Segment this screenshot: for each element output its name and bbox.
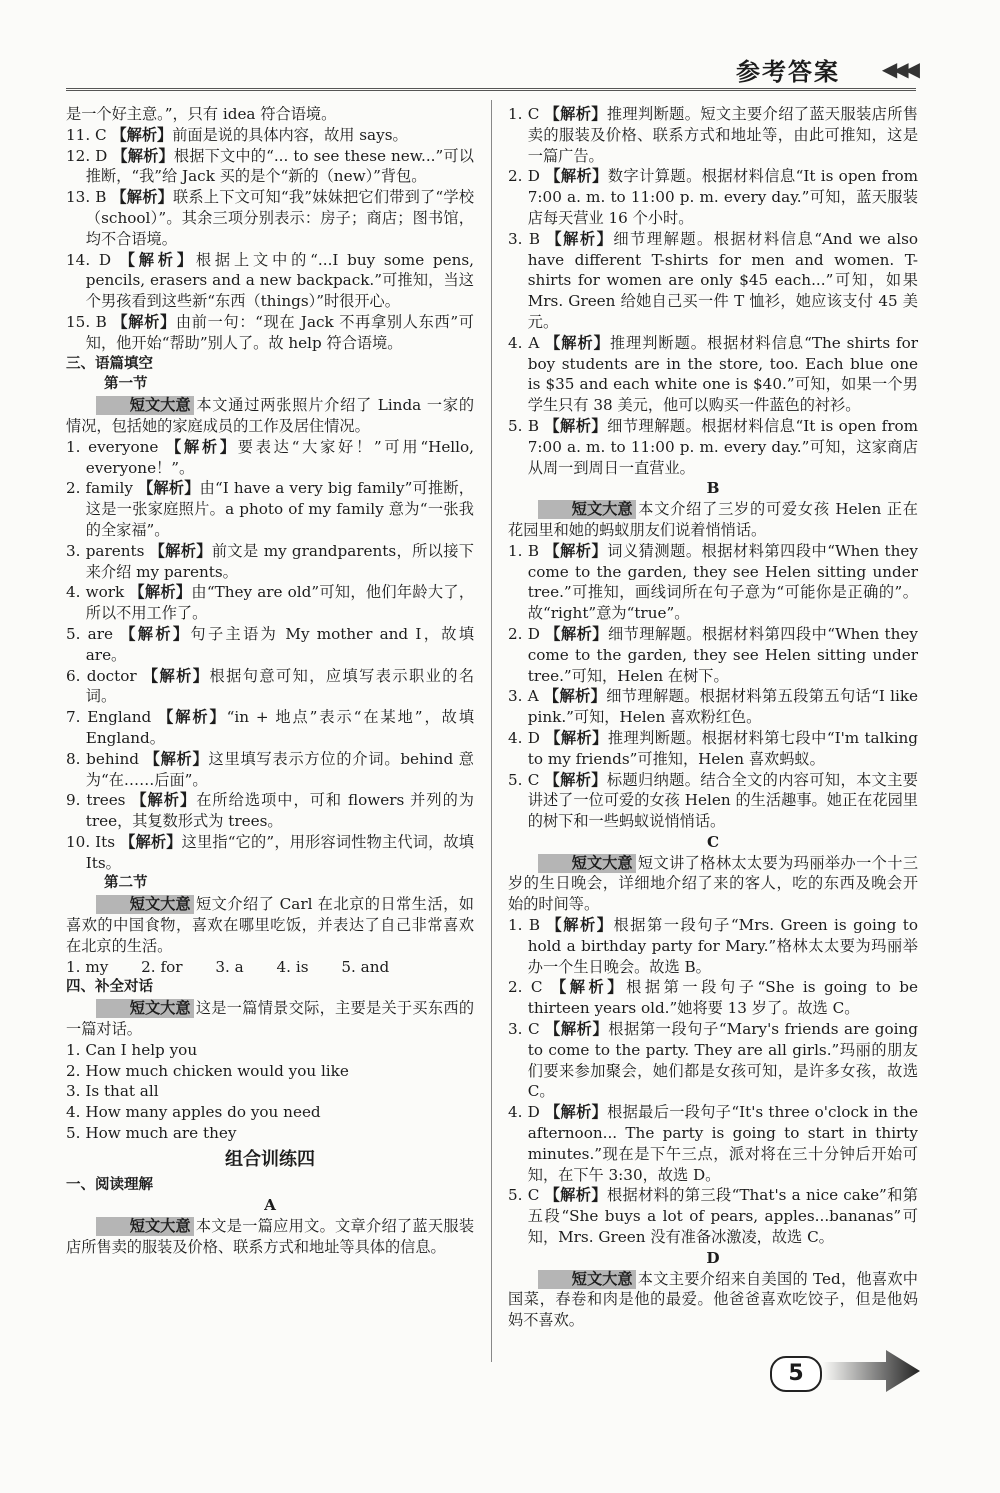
summary-paragraph: 短文大意 本文主要介绍来自美国的 Ted，他喜欢中国菜，春卷和肉是他的最爱。他爸爸喜欢吃饺子，但是他妈妈不喜欢。 — [508, 1269, 918, 1330]
combo-title: 组合训练四 — [225, 1148, 315, 1170]
answer-item — [508, 541, 918, 624]
analysis-label: 【解析】 — [544, 770, 607, 789]
answer-text: 由前一句：“现在 Jack 不再拿别人东西”可知，他开始“帮助”别人了。故 help 符合语境。 — [85, 312, 474, 352]
answer-item — [508, 686, 918, 728]
analysis-label: 【解析】 — [137, 479, 200, 498]
part-title: 第一节 — [104, 376, 148, 393]
analysis-label: 【解析】 — [165, 437, 238, 456]
answer-number: 14. D — [66, 250, 112, 269]
left-intro: 是一个好主意。”，只有 idea 符合语境。 — [66, 105, 337, 123]
analysis-label: 【解析】 — [119, 250, 196, 269]
answer-number: 7. England — [66, 708, 152, 727]
answer-number: 3. B — [508, 229, 541, 248]
answer-text: 细节理解题。根据材料信息“And we also have different T-shirts for men and women. T-shirts for women are only $45 each...”可知，如果 Mrs. Green 给她自己买一件 T 恤衫，她应该支付 45 美元。 — [527, 229, 919, 331]
answer-item — [508, 333, 918, 416]
answer-item — [66, 666, 474, 708]
answer-item — [508, 915, 918, 977]
analysis-label: 【解析】 — [112, 146, 174, 165]
answer-number: 1. C — [508, 105, 540, 123]
answer-number: 3. parents — [66, 541, 145, 560]
answer-text: 要表达“大家好！”可用“Hello, everyone！”。 — [85, 437, 474, 477]
part-letter: C — [706, 832, 720, 851]
analysis-label: 【解析】 — [545, 333, 610, 352]
answer-item — [508, 229, 918, 333]
summary-label: 短文大意 — [538, 1270, 635, 1289]
right-column — [508, 104, 918, 1331]
answer-number: 1. everyone — [66, 437, 159, 456]
answer-number: 2. C — [508, 978, 543, 997]
analysis-label: 【解析】 — [142, 666, 210, 685]
blank-answer: 3. a — [215, 957, 244, 976]
answer-item — [66, 707, 474, 749]
blank-answer: 2. for — [141, 957, 183, 976]
summary-paragraph: 短文大意 本文是一篇应用文。文章介绍了蓝天服装店所售卖的服装及价格、联系方式和地址等具体的信息。 — [66, 1217, 474, 1257]
left-column — [66, 104, 474, 1258]
answer-number: 2. D — [508, 167, 540, 186]
answer-text: 细节理解题。根据材料第五段第五句话“I like pink.”可知，Helen 喜欢粉红色。 — [527, 687, 919, 727]
answer-item — [66, 312, 474, 354]
answer-number: 8. behind — [66, 749, 139, 768]
answer-item — [66, 478, 474, 540]
answer-item — [66, 437, 474, 479]
analysis-label: 【解析】 — [545, 624, 608, 643]
dialog-line: 3. Is that all — [66, 1082, 159, 1101]
answer-number: 3. C — [508, 1020, 540, 1039]
analysis-label: 【解析】 — [120, 832, 182, 851]
header-arrows-icon: ◀◀◀ — [881, 57, 916, 81]
summary-label: 短文大意 — [96, 1217, 193, 1236]
summary-label: 短文大意 — [96, 999, 193, 1018]
answer-text: 句子主语为 My mother and I，故填 are。 — [85, 624, 475, 664]
right-answers-c — [508, 915, 918, 1248]
answer-text: 由“I have a very big family”可推断，这是一张家庭照片。a photo of my family 意为“一张我的全家福”。 — [85, 479, 474, 539]
answer-item — [66, 146, 474, 188]
answer-number: 1. B — [508, 916, 541, 935]
blank-answer: 4. is — [276, 957, 309, 976]
answer-number: 5. C — [508, 770, 540, 789]
answer-text: 这里指“它的”，用形容词性物主代词，故填 Its。 — [85, 832, 474, 872]
blank-answers — [66, 957, 474, 978]
summary-label: 短文大意 — [538, 854, 635, 873]
summary-paragraph: 短文大意 短文讲了格林太太要为玛丽举办一个十三岁的生日晚会，详细地介绍了来的客人，吃的东西及晚会开始的时间等。 — [508, 853, 918, 914]
analysis-label: 【解析】 — [544, 1186, 607, 1205]
section-title: 三、语篇填空 — [66, 355, 153, 372]
analysis-label: 【解析】 — [544, 416, 608, 435]
answer-number: 15. B — [66, 312, 107, 331]
answer-item — [508, 728, 918, 770]
analysis-label: 【解析】 — [544, 105, 607, 123]
right-answers-a — [508, 104, 918, 478]
blank-answer: 1. my — [66, 957, 109, 976]
answer-number: 4. work — [66, 583, 125, 602]
part-letter: A — [264, 1196, 276, 1215]
answer-item — [508, 1019, 918, 1102]
blank-answer: 5. and — [341, 957, 390, 976]
answer-text: 根据第一段句子“Mary's friends are going to come to the party. They are all girls.”玛丽的朋友们要来参加聚会，她们都是女孩可知，是许多女孩，故选 C。 — [527, 1020, 918, 1101]
analysis-label: 【解析】 — [546, 229, 614, 248]
answer-text: 数字计算题。根据材料信息“It is open from 7:00 a. m. to 11:00 p. m. every day.”可知，蓝天服装店每天营业 16 个小时。 — [527, 167, 919, 227]
answer-item — [508, 166, 918, 228]
answer-text: 推理判断题。根据材料信息“The shirts for boy students are in the store, too. Each blue one is $35 and each white one is $40.”可知，如果一个男学生只有 38 美元，他可以购买一件蓝色的衬衫。 — [527, 333, 919, 415]
section-title: 一、阅读理解 — [66, 1176, 153, 1193]
analysis-label: 【解析】 — [550, 978, 627, 997]
answer-text: 根据下文中的“... to see these new...”可以推断，“我”给 Jack 买的是个“新的（new）”背包。 — [85, 146, 474, 186]
answer-text: 根据第一段句子“Mrs. Green is going to hold a birthday party for Mary.”格林太太要为玛丽举办一个生日晚会。故选 B。 — [527, 916, 918, 976]
answer-text: 细节理解题。根据材料信息“It is open from 7:00 a. m. to 11:00 p. m. every day.”可知，这家商店从周一到周日一直营业。 — [527, 416, 919, 477]
answer-item — [508, 770, 918, 832]
analysis-label: 【解析】 — [545, 1020, 609, 1039]
answer-item — [508, 416, 918, 478]
analysis-label: 【解析】 — [129, 583, 192, 602]
page-number: 5 — [770, 1356, 822, 1392]
right-answers-b — [508, 541, 918, 832]
analysis-label: 【解析】 — [544, 541, 608, 560]
answer-text: 推理判断题。根据材料第七段中“I'm talking to my friends”可推知，Helen 喜欢蚂蚁。 — [527, 728, 919, 768]
section-title: 四、补全对话 — [66, 979, 153, 996]
answer-item — [66, 250, 474, 312]
answer-item — [66, 187, 474, 249]
answer-number: 5. are — [66, 624, 113, 643]
answer-text: 根据第一段句子“She is going to be thirteen years old.”她将要 13 岁了。故选 C。 — [527, 978, 918, 1018]
analysis-label: 【解析】 — [112, 312, 176, 331]
answer-item — [508, 1185, 918, 1247]
analysis-label: 【解析】 — [545, 167, 608, 186]
answer-text: 词义猜测题。根据材料第四段中“When they come to the garden, they see Helen sitting under tree.”可推知，画线词所在句子意为“可能你是正确的”。故“right”意为“true”。 — [527, 541, 919, 623]
summary-paragraph: 短文大意 短文介绍了 Carl 在北京的日常生活，如喜欢的中国食物，喜欢在哪里吃饭，并表达了自己非常喜欢在北京的生活。 — [66, 895, 474, 955]
answer-text: 细节理解题。根据材料第四段中“When they come to the garden, they see Helen sitting under tree.”可知，Helen 在树下。 — [527, 624, 918, 685]
dialog-line: 1. Can I help you — [66, 1040, 198, 1059]
answer-text: 根据材料的第三段“That's a nice cake”和第五段“She buys a lot of pears, apples...bananas”可知，Mrs. Green 没有准备冰激凌，故选 C。 — [527, 1186, 918, 1247]
summary-label: 短文大意 — [96, 396, 193, 415]
answer-number: 5. C — [508, 1186, 540, 1205]
answer-text: 在所给选项中，可和 flowers 并列的为 tree，其复数形式为 trees。 — [85, 791, 474, 831]
answer-item — [508, 1102, 918, 1185]
page-arrow-icon — [822, 1346, 922, 1396]
answer-text: 前文是 my grandparents，所以接下来介绍 my parents。 — [85, 541, 474, 581]
left-answers-a — [66, 125, 474, 354]
answer-item — [66, 790, 474, 832]
answer-item — [66, 582, 474, 624]
answer-item — [66, 624, 474, 666]
answer-item — [66, 832, 474, 874]
analysis-label: 【解析】 — [111, 125, 173, 144]
answer-number: 5. B — [508, 416, 539, 435]
answer-item — [66, 541, 474, 583]
summary-label: 短文大意 — [538, 500, 635, 519]
analysis-label: 【解析】 — [144, 749, 209, 768]
part-letter: D — [706, 1248, 720, 1267]
dialog-line: 2. How much chicken would you like — [66, 1061, 349, 1080]
dialog-line: 4. How many apples do you need — [66, 1103, 321, 1122]
answer-text: 推理判断题。短文主要介绍了蓝天服装店所售卖的服装及价格、联系方式和地址等，由此可推知，这是一篇广告。 — [527, 105, 918, 165]
answer-number: 4. D — [508, 728, 540, 747]
answer-text: 联系上下文可知“我”妹妹把它们带到了“学校（school）”。其余三项分别表示：房子；商店；图书馆，均不合语境。 — [85, 188, 475, 248]
analysis-label: 【解析】 — [545, 1103, 608, 1122]
answer-item — [508, 104, 918, 166]
answer-item — [508, 624, 918, 686]
answer-text: 根据上文中的“...I buy some pens, pencils, erasers and a new backpack.”可推知，当这个男孩看到这些新“东西（things）”时很开心。 — [85, 250, 474, 311]
analysis-label: 【解析】 — [158, 708, 227, 727]
answer-text: 标题归纳题。结合全文的内容可知，本文主要讲述了一位可爱的女孩 Helen 的生活趣事。她正在花园里的树下和一些蚂蚁说悄悄话。 — [527, 770, 918, 831]
answer-text: 这里填写表示方位的介词。behind 意为“在……后面”。 — [85, 749, 474, 789]
analysis-label: 【解析】 — [545, 728, 608, 747]
header-title: 参考答案 — [736, 58, 840, 86]
answer-number: 11. C — [66, 125, 107, 144]
column-divider — [491, 100, 492, 1362]
summary-paragraph: 短文大意 这是一篇情景交际，主要是关于买东西的一篇对话。 — [66, 999, 474, 1039]
summary-label: 短文大意 — [96, 895, 193, 914]
answer-number: 2. D — [508, 624, 540, 643]
part-title: 第二节 — [104, 875, 148, 892]
analysis-label: 【解析】 — [543, 687, 607, 706]
answer-item — [66, 749, 474, 791]
answer-number: 13. B — [66, 188, 107, 207]
summary-paragraph: 短文大意 本文通过两张照片介绍了 Linda 一家的情况，包括她的家庭成员的工作及居住情况。 — [66, 396, 474, 435]
analysis-label: 【解析】 — [111, 188, 174, 207]
answer-item — [66, 125, 474, 146]
answer-item — [508, 977, 918, 1019]
analysis-label: 【解析】 — [149, 541, 212, 560]
answer-number: 4. D — [508, 1103, 540, 1122]
summary-paragraph: 短文大意 本文介绍了三岁的可爱女孩 Helen 正在花园里和她的蚂蚁朋友们说着悄悄话。 — [508, 500, 918, 539]
answer-text: 由“They are old”可知，他们年龄大了，所以不用工作了。 — [85, 583, 475, 623]
answer-text: “in + 地点”表示“在某地”，故填 England。 — [85, 708, 475, 747]
answer-number: 12. D — [66, 146, 108, 165]
answer-number: 10. Its — [66, 832, 116, 851]
analysis-label: 【解析】 — [131, 791, 197, 810]
answer-number: 2. family — [66, 479, 133, 498]
analysis-label: 【解析】 — [546, 916, 614, 935]
left-answers-b — [66, 437, 474, 874]
answer-text: 根据最后一段句子“It's three o'clock in the afternoon... The party is going to start in thirty minutes.”现在是下午三点，派对将在三十分钟后开始可知，在下午 3:30，故选 D。 — [527, 1103, 919, 1184]
dialog-line: 5. How much are they — [66, 1124, 237, 1143]
part-letter: B — [706, 479, 720, 498]
answer-number: 9. trees — [66, 791, 126, 810]
answer-number: 1. B — [508, 541, 540, 560]
analysis-label: 【解析】 — [120, 624, 191, 643]
answer-number: 6. doctor — [66, 666, 137, 685]
answer-number: 3. A — [508, 687, 539, 706]
answer-number: 4. A — [508, 333, 540, 352]
header-rule — [66, 88, 916, 91]
answer-text: 根据句意可知，应填写表示职业的名词。 — [85, 666, 475, 706]
answer-text: 前面是说的具体内容，故用 says。 — [172, 125, 408, 144]
